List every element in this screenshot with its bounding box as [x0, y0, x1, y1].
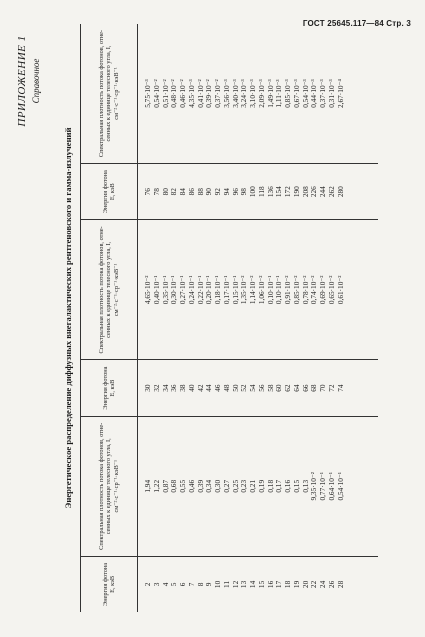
density-value: 0,19 — [256, 479, 266, 493]
density-value: 0,74·10⁻² — [309, 275, 319, 305]
energy-value: 96 — [230, 188, 240, 196]
density-value: 0,39·10⁻² — [204, 79, 214, 108]
density-value: 0,34 — [204, 479, 214, 493]
density-column — [138, 416, 379, 556]
energy-value: 40 — [186, 384, 196, 392]
energy-value: 20 — [300, 580, 310, 589]
energy-value: 34 — [160, 384, 170, 392]
density-column — [138, 220, 379, 360]
energy-value: 9 — [204, 582, 214, 587]
density-value: 0,46 — [186, 479, 196, 493]
density-value: 0,10·10⁻¹ — [274, 275, 284, 305]
density-value: 0,64·10⁻¹ — [326, 472, 336, 501]
energy-value: 16 — [265, 580, 275, 589]
energy-value: 14 — [248, 580, 257, 589]
energy-value: 70 — [318, 384, 327, 392]
energy-value: 11 — [221, 580, 231, 588]
density-value: 1,22 — [151, 479, 161, 493]
energy-value: 52 — [239, 384, 249, 392]
energy-value: 172 — [283, 186, 292, 198]
energy-value: 10 — [213, 580, 222, 589]
density-value: 0,18 — [265, 479, 275, 493]
density-value: 0,10·10⁻¹ — [265, 275, 275, 305]
energy-value: 28 — [335, 580, 345, 589]
energy-value: 90 — [204, 188, 214, 196]
density-value: 4,65·10⁻² — [143, 275, 152, 305]
density-value: 0,37·10⁻² — [213, 79, 222, 108]
energy-value: 4 — [160, 582, 170, 587]
energy-value: 72 — [326, 384, 336, 392]
density-value: 0,46·10⁻² — [178, 79, 187, 108]
density-value: 0,87 — [160, 479, 170, 493]
appendix-subtitle: Справочное — [31, 58, 41, 104]
energy-value: 82 — [169, 188, 179, 196]
energy-value: 36 — [169, 384, 179, 392]
density-value: 0,30 — [213, 479, 222, 493]
energy-value: 262 — [326, 186, 336, 198]
density-header: Спектральная плотность потока фотонов, отне- сенных к единице телесного угла, I, см⁻²·с⁻¹·ср⁻¹·кэВ⁻¹ — [81, 220, 138, 360]
energy-value: 26 — [326, 580, 336, 589]
density-value: 0,77·10⁻¹ — [318, 472, 327, 501]
energy-value: 84 — [178, 188, 187, 196]
density-value: 0,69·10⁻² — [318, 275, 327, 305]
energy-value: 98 — [239, 188, 249, 196]
density-value: 0,35·10⁻¹ — [160, 275, 170, 305]
energy-value: 54 — [248, 384, 257, 392]
energy-value: 32 — [151, 384, 161, 392]
density-value: 1,11·10⁻³ — [274, 79, 284, 108]
energy-value: 56 — [256, 384, 266, 392]
energy-value: 24 — [318, 580, 327, 589]
energy-value: 13 — [239, 580, 249, 589]
density-value: 0,27 — [221, 479, 231, 493]
density-value: 0,21 — [248, 479, 257, 493]
table-caption: Энергетическое распределение диффузных внегалактических рентгеновского и гамма-излучений — [63, 127, 73, 509]
density-value: 0,44·10⁻³ — [309, 79, 319, 108]
density-value: 5,75·10⁻³ — [143, 79, 152, 108]
energy-value: 66 — [300, 384, 310, 392]
energy-value: 44 — [204, 384, 214, 392]
energy-value: 58 — [265, 384, 275, 392]
density-value: 3,24·10⁻³ — [239, 79, 249, 108]
energy-value: 17 — [274, 580, 284, 589]
energy-value: 190 — [291, 186, 301, 198]
density-value: 0,54·10⁻² — [151, 79, 161, 108]
density-value: 0,39 — [195, 479, 205, 493]
energy-value: 244 — [318, 186, 327, 198]
density-value: 0,17·10⁻¹ — [221, 275, 231, 305]
energy-value: 136 — [265, 186, 275, 198]
energy-value: 6 — [178, 582, 187, 587]
density-value: 0,61·10⁻² — [335, 275, 345, 305]
energy-header: Энергия фотона E, кэВ — [81, 556, 138, 612]
energy-value: 94 — [221, 188, 231, 196]
density-value: 0,15 — [291, 479, 301, 493]
spectrum-table — [80, 24, 378, 612]
density-value: 3,56·10⁻³ — [221, 79, 231, 108]
rotated-content — [0, 20, 405, 620]
density-value: 0,24·10⁻¹ — [186, 275, 196, 305]
density-value: 0,30·10⁻¹ — [169, 275, 179, 305]
energy-value: 76 — [143, 188, 152, 196]
energy-value: 18 — [283, 580, 292, 589]
energy-value: 22 — [309, 580, 319, 589]
density-value: 1,06·10⁻² — [256, 275, 266, 305]
density-value: 0,85·10⁻³ — [283, 79, 292, 108]
density-value: 0,41·10⁻² — [195, 79, 205, 108]
density-value: 0,78·10⁻² — [300, 275, 310, 305]
energy-column — [138, 164, 379, 220]
density-value: 0,68 — [169, 479, 179, 493]
energy-value: 8 — [195, 582, 205, 587]
density-header: Спектральная плотность потока фотонов, отне- сенных к единице телесного угла, I, см⁻²·с⁻¹·ср⁻¹·кэВ⁻¹ — [81, 416, 138, 556]
energy-value: 12 — [230, 580, 240, 589]
energy-value: 92 — [213, 188, 222, 196]
energy-value: 7 — [186, 582, 196, 587]
density-value: 0,15·10⁻¹ — [230, 275, 240, 305]
energy-value: 50 — [230, 384, 240, 392]
density-value: 9,35·10⁻² — [309, 472, 319, 501]
density-value: 0,65·10⁻² — [326, 275, 336, 305]
energy-value: 74 — [335, 384, 345, 392]
energy-value: 38 — [178, 384, 187, 392]
density-header: Спектральная плотность потока фотонов, отне- сенных к единице телесного угла, I, см⁻²·с⁻¹·ср⁻¹·кэВ⁻¹ — [81, 24, 138, 164]
density-value: 2,09·10⁻³ — [256, 79, 266, 108]
energy-value: 30 — [143, 384, 152, 392]
density-value: 0,22·10⁻¹ — [195, 275, 205, 305]
density-value: 1,49·10⁻³ — [265, 79, 275, 108]
energy-column — [138, 556, 379, 612]
energy-value: 86 — [186, 188, 196, 196]
energy-value: 80 — [160, 188, 170, 196]
energy-column — [138, 360, 379, 416]
energy-value: 154 — [274, 186, 284, 198]
energy-value: 5 — [169, 582, 179, 587]
density-value: 0,20·10⁻¹ — [204, 275, 214, 305]
density-value: 1,14·10⁻² — [248, 275, 257, 305]
energy-value: 100 — [248, 186, 257, 198]
density-value: 3,10·10⁻³ — [248, 79, 257, 108]
density-value: 0,40·10⁻¹ — [151, 275, 161, 305]
energy-header: Энергия фотона E, кэВ — [81, 360, 138, 416]
density-value: 0,23 — [239, 479, 249, 493]
appendix-title: ПРИЛОЖЕНИЕ 1 — [16, 35, 28, 127]
energy-value: 64 — [291, 384, 301, 392]
energy-value: 46 — [213, 384, 222, 392]
density-value: 0,17 — [274, 479, 284, 493]
density-value: 0,54·10⁻³ — [300, 79, 310, 108]
density-value: 0,18·10⁻¹ — [213, 275, 222, 305]
density-value: 0,85·10⁻² — [291, 275, 301, 305]
density-column — [138, 24, 379, 164]
energy-value: 48 — [221, 384, 231, 392]
energy-value: 60 — [274, 384, 284, 392]
density-value: 0,27·10⁻¹ — [178, 275, 187, 305]
energy-value: 280 — [335, 186, 345, 198]
energy-value: 68 — [309, 384, 319, 392]
density-value: 2,67·10⁻⁴ — [335, 79, 345, 108]
energy-value: 19 — [291, 580, 301, 589]
energy-value: 78 — [151, 188, 161, 196]
density-value: 0,54·10⁻¹ — [335, 472, 345, 501]
table-row — [138, 24, 379, 612]
density-value: 0,37·10⁻³ — [318, 79, 327, 108]
table-header-row — [81, 24, 138, 612]
density-value: 1,35·10⁻² — [239, 275, 249, 305]
energy-value: 88 — [195, 188, 205, 196]
density-value: 0,91·10⁻² — [283, 275, 292, 305]
energy-header: Энергия фотона E, кэВ — [81, 164, 138, 220]
density-value: 0,67·10⁻³ — [291, 79, 301, 108]
density-value: 3,40·10⁻³ — [230, 79, 240, 108]
energy-value: 226 — [309, 186, 319, 198]
page-header: ГОСТ 25645.117—84 Стр. 3 — [302, 19, 411, 28]
density-value: 0,16 — [283, 479, 292, 493]
density-value: 0,51·10⁻² — [160, 79, 170, 108]
energy-value: 42 — [195, 384, 205, 392]
density-value: 0,13 — [300, 479, 310, 493]
density-value: 4,35·10⁻³ — [186, 79, 196, 108]
density-value: 1,94 — [143, 479, 152, 493]
density-value: 0,48·10⁻² — [169, 79, 179, 108]
energy-value: 118 — [256, 186, 266, 198]
energy-value: 3 — [151, 582, 161, 587]
density-value: 0,25 — [230, 479, 240, 493]
energy-value: 15 — [256, 580, 266, 589]
density-value: 0,55 — [178, 479, 187, 493]
energy-value: 208 — [300, 186, 310, 198]
energy-value: 62 — [283, 384, 292, 392]
density-value: 0,31·10⁻³ — [326, 79, 336, 108]
energy-value: 2 — [143, 582, 152, 587]
